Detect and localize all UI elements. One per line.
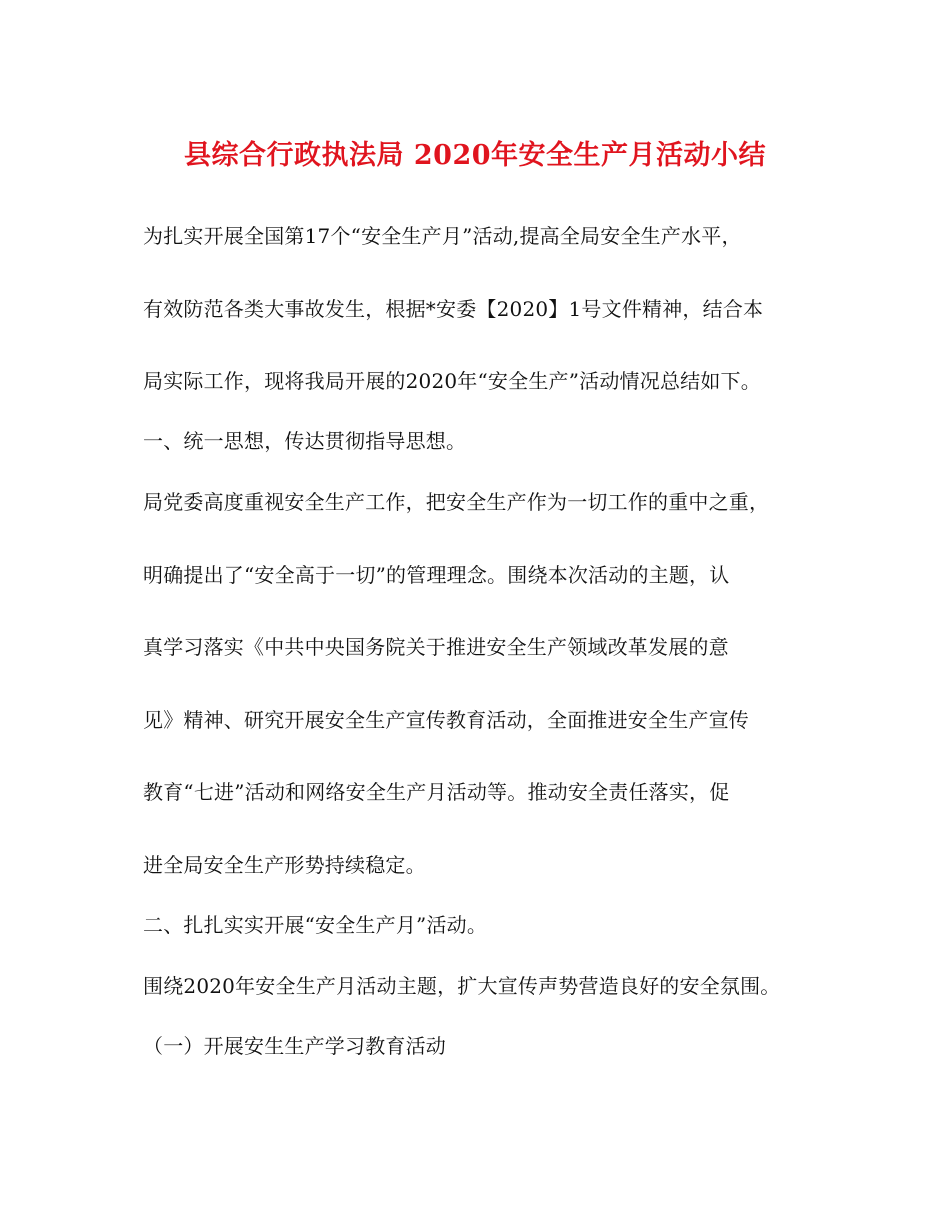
paragraph-line: 有效防范各类大事故发生，根据*安委【2020】1号文件精神，结合本 <box>143 297 764 321</box>
paragraph-line: 真学习落实《中共中央国务院关于推进安全生产领域改革发展的意 <box>143 635 729 659</box>
paragraph-line: 局实际工作，现将我局开展的2020年“安全生产”活动情况总结如下。 <box>143 369 761 393</box>
paragraph-line: 围绕2020年安全生产月活动主题，扩大宣传声势营造良好的安全氛围。 <box>143 974 781 998</box>
paragraph-line: 教育“七进”活动和网络安全生产月活动等。推动安全责任落实，促 <box>143 780 730 804</box>
section-heading: 二、扎扎实实开展“安全生产月”活动。 <box>143 913 488 937</box>
paragraph-line: 明确提出了“安全高于一切”的管理理念。围绕本次活动的主题，认 <box>143 563 730 587</box>
document-title: 县综合行政执法局 2020年安全生产月活动小结 <box>183 140 767 171</box>
paragraph-line: 进全局安全生产形势持续稳定。 <box>143 853 426 877</box>
paragraph-line: 为扎实开展全国第17个“安全生产月”活动,提高全局安全生产水平， <box>143 224 742 248</box>
paragraph-line: 见》精神、研究开展安全生产宣传教育活动，全面推进安全生产宣传 <box>143 708 749 732</box>
paragraph-line: 局党委高度重视安全生产工作，把安全生产作为一切工作的重中之重， <box>143 490 770 514</box>
subsection-heading: （一）开展安生生产学习教育活动 <box>143 1034 446 1058</box>
section-heading: 一、统一思想，传达贯彻指导思想。 <box>143 429 467 453</box>
